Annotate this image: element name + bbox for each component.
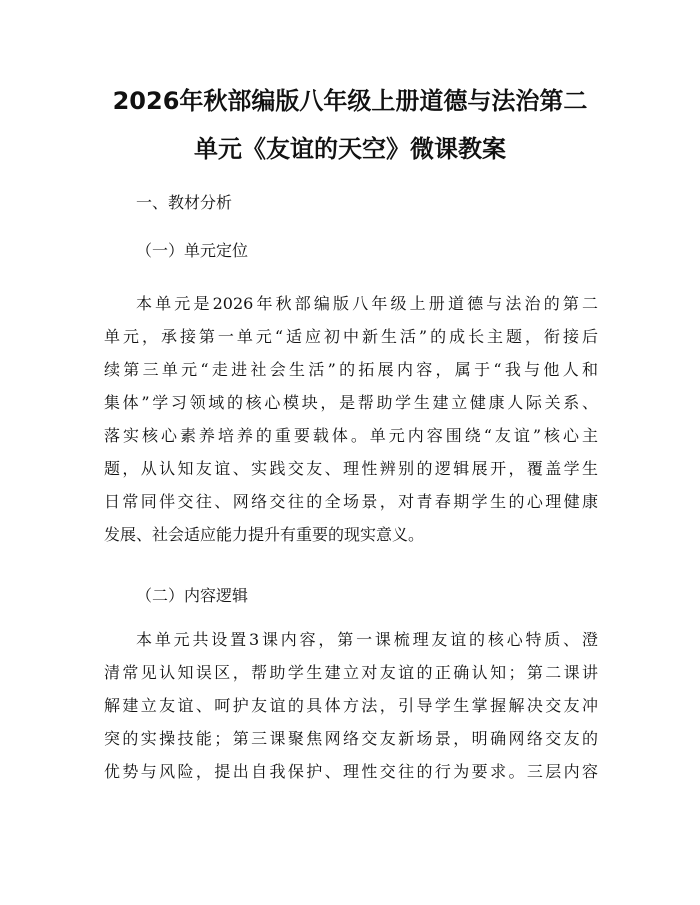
paragraph-line: 本单元是2026年秋部编版八年级上册道德与法治的第二 [136, 294, 598, 313]
paragraph-line: 发展、社会适应能力提升有重要的现实意义。 [104, 525, 425, 544]
paragraph-line: 日常同伴交往、网络交往的全场景，对青春期学生的心理健康 [104, 492, 598, 511]
paragraph-line: 优势与风险，提出自我保护、理性交往的行为要求。三层内容 [104, 762, 598, 781]
document-title-line-1: 2026年秋部编版八年级上册道德与法治第二 [112, 87, 588, 115]
paragraph-content-logic [104, 623, 598, 788]
paragraph-line: 题，从认知友谊、实践交友、理性辨别的逻辑展开，覆盖学生 [104, 459, 598, 478]
document-title-line-2: 单元《友谊的天空》微课教案 [194, 135, 506, 163]
subsection-heading-unit-positioning: （一）单元定位 [136, 241, 249, 260]
paragraph-line: 突的实操技能；第三课聚焦网络交友新场景，明确网络交友的 [104, 729, 598, 748]
section-heading-textbook-analysis: 一、教材分析 [136, 193, 233, 212]
paragraph-line: 本单元共设置3课内容，第一课梳理友谊的核心特质、澄 [136, 630, 598, 649]
paragraph-line: 解建立友谊、呵护友谊的具体方法，引导学生掌握解决交友冲 [104, 696, 598, 715]
paragraph-unit-positioning [104, 287, 598, 551]
paragraph-line: 落实核心素养培养的重要载体。单元内容围绕“友谊”核心主 [104, 426, 598, 445]
paragraph-line: 单元，承接第一单元“适应初中新生活”的成长主题，衔接后 [104, 327, 598, 346]
paragraph-line: 清常见认知误区，帮助学生建立对友谊的正确认知；第二课讲 [104, 663, 598, 682]
subsection-heading-content-logic: （二）内容逻辑 [136, 586, 249, 605]
paragraph-line: 集体”学习领域的核心模块，是帮助学生建立健康人际关系、 [104, 393, 598, 412]
paragraph-line: 续第三单元“走进社会生活”的拓展内容，属于“我与他人和 [104, 360, 598, 379]
